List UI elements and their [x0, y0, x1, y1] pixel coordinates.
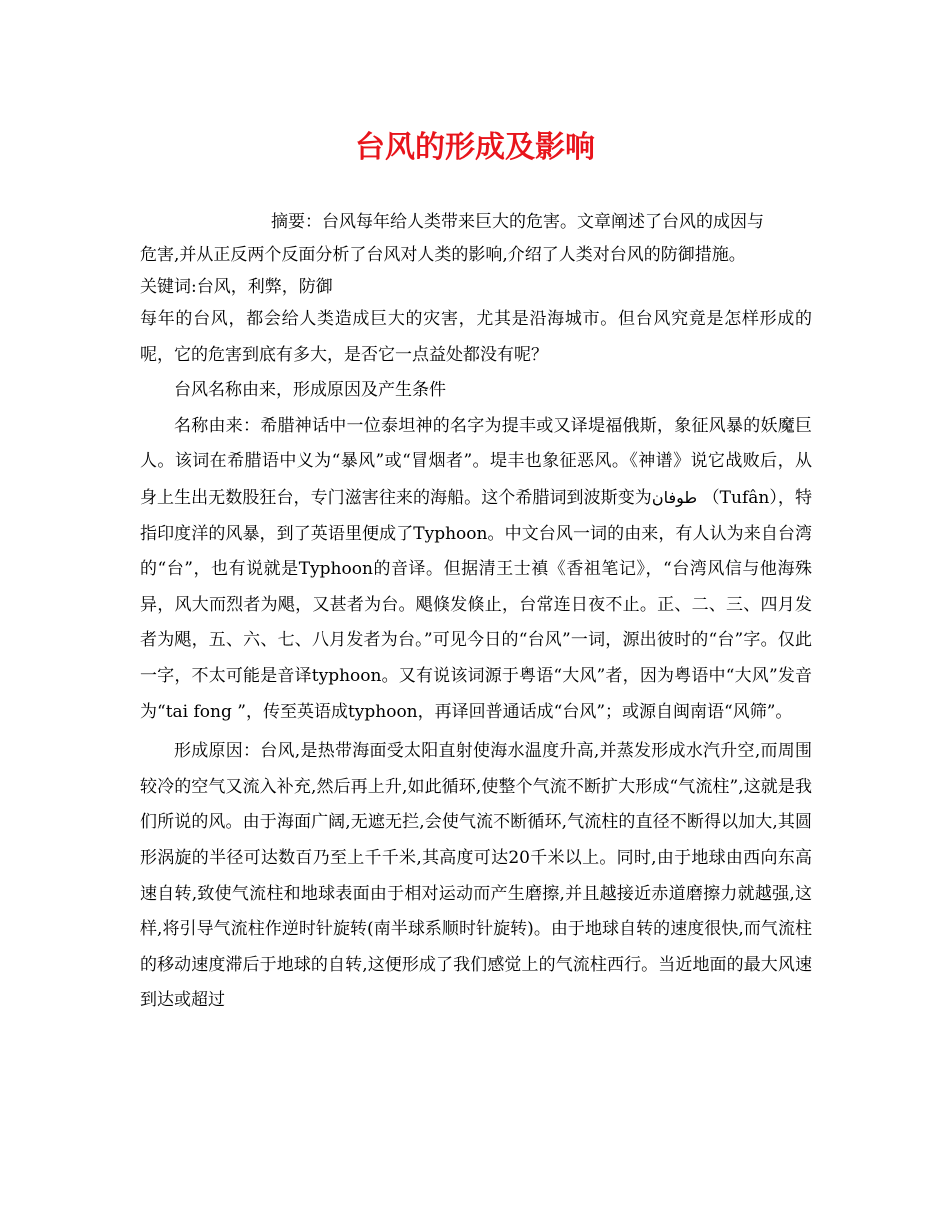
- formation-paragraph: 形成原因：台风,是热带海面受太阳直射使海水温度升高,并蒸发形成水汽升空,而周围较冷的空气又流入补充,然后再上升,如此循环,使整个气流不断扩大形成“气流柱”,这就是我们所说的风。由于海面广阔,无遮无拦,会使气流不断循环,气流柱的直径不断得以加大,其圆形涡旋的半径可达数百乃至上千千米,其高度可达20千米以上。同时,由于地球由西向东高速自转,致使气流柱和地球表面由于相对运动而产生磨擦,并且越接近赤道磨擦力就越强,这样,将引导气流柱作逆时针旋转(南半球系顺时针旋转)。由于地球自转的速度很快,而气流柱的移动速度滞后于地球的自转,这便形成了我们感觉上的气流柱西行。当近地面的最大风速到达或超过: [140, 741, 812, 1011]
- origin-paragraph: [140, 409, 812, 730]
- abstract-line-2: 危害,并从正反两个反面分析了台风对人类的影响,介绍了人类对台风的防御措施。: [140, 245, 746, 265]
- abstract-line-1: 摘要：台风每年给人类带来巨大的危害。文章阐述了台风的成因与: [271, 212, 764, 232]
- origin-arabic-word: طوفان: [651, 487, 698, 507]
- section-heading: 台风名称由来，形成原因及产生条件: [174, 380, 446, 401]
- document-body: [140, 206, 812, 1019]
- origin-text-1: 名称由来：希腊神话中一位泰坦神的名字为提丰或又译堤福俄斯，象征风暴的妖魔巨人。该词在希腊语中义为“暴风”或“冒烟者”。堤丰也象征恶风。《神谱》说它战败后，从身上生出无数股狂台，专门滋害往来的海船。这个希腊词到波斯变为: [140, 415, 812, 508]
- keywords: 关键词:台风，利弊，防御: [140, 277, 333, 297]
- document-title: 台风的形成及影响: [355, 130, 595, 165]
- intro-paragraph: 每年的台风，都会给人类造成巨大的灾害，尤其是沿海城市。但台风究竟是怎样形成的呢，它的危害到底有多大，是否它一点益处都没有呢？: [140, 309, 812, 365]
- origin-text-2: （Tufân），特指印度洋的风暴，到了英语里便成了Typhoon。中文台风一词的由来，有人认为来自台湾的“台”，也有说就是Typhoon的音译。但据清王士禛《香祖笔记》，“台湾风信与他海殊异，风大而烈者为飓，又甚者为台。飓倏发倏止，台常连日夜不止。正、二、三、四月发者为飓，五、六、七、八月发者为台。”可见今日的“台风”一词，源出彼时的“台”字。仅此一字，不太可能是音译typhoon。又有说该词源于粤语“大风”者，因为粤语中“大风”发音为“tai fong ”，传至英语成typhoon，再译回普通话成“台风”；或源自闽南语“风筛”。: [140, 487, 812, 722]
